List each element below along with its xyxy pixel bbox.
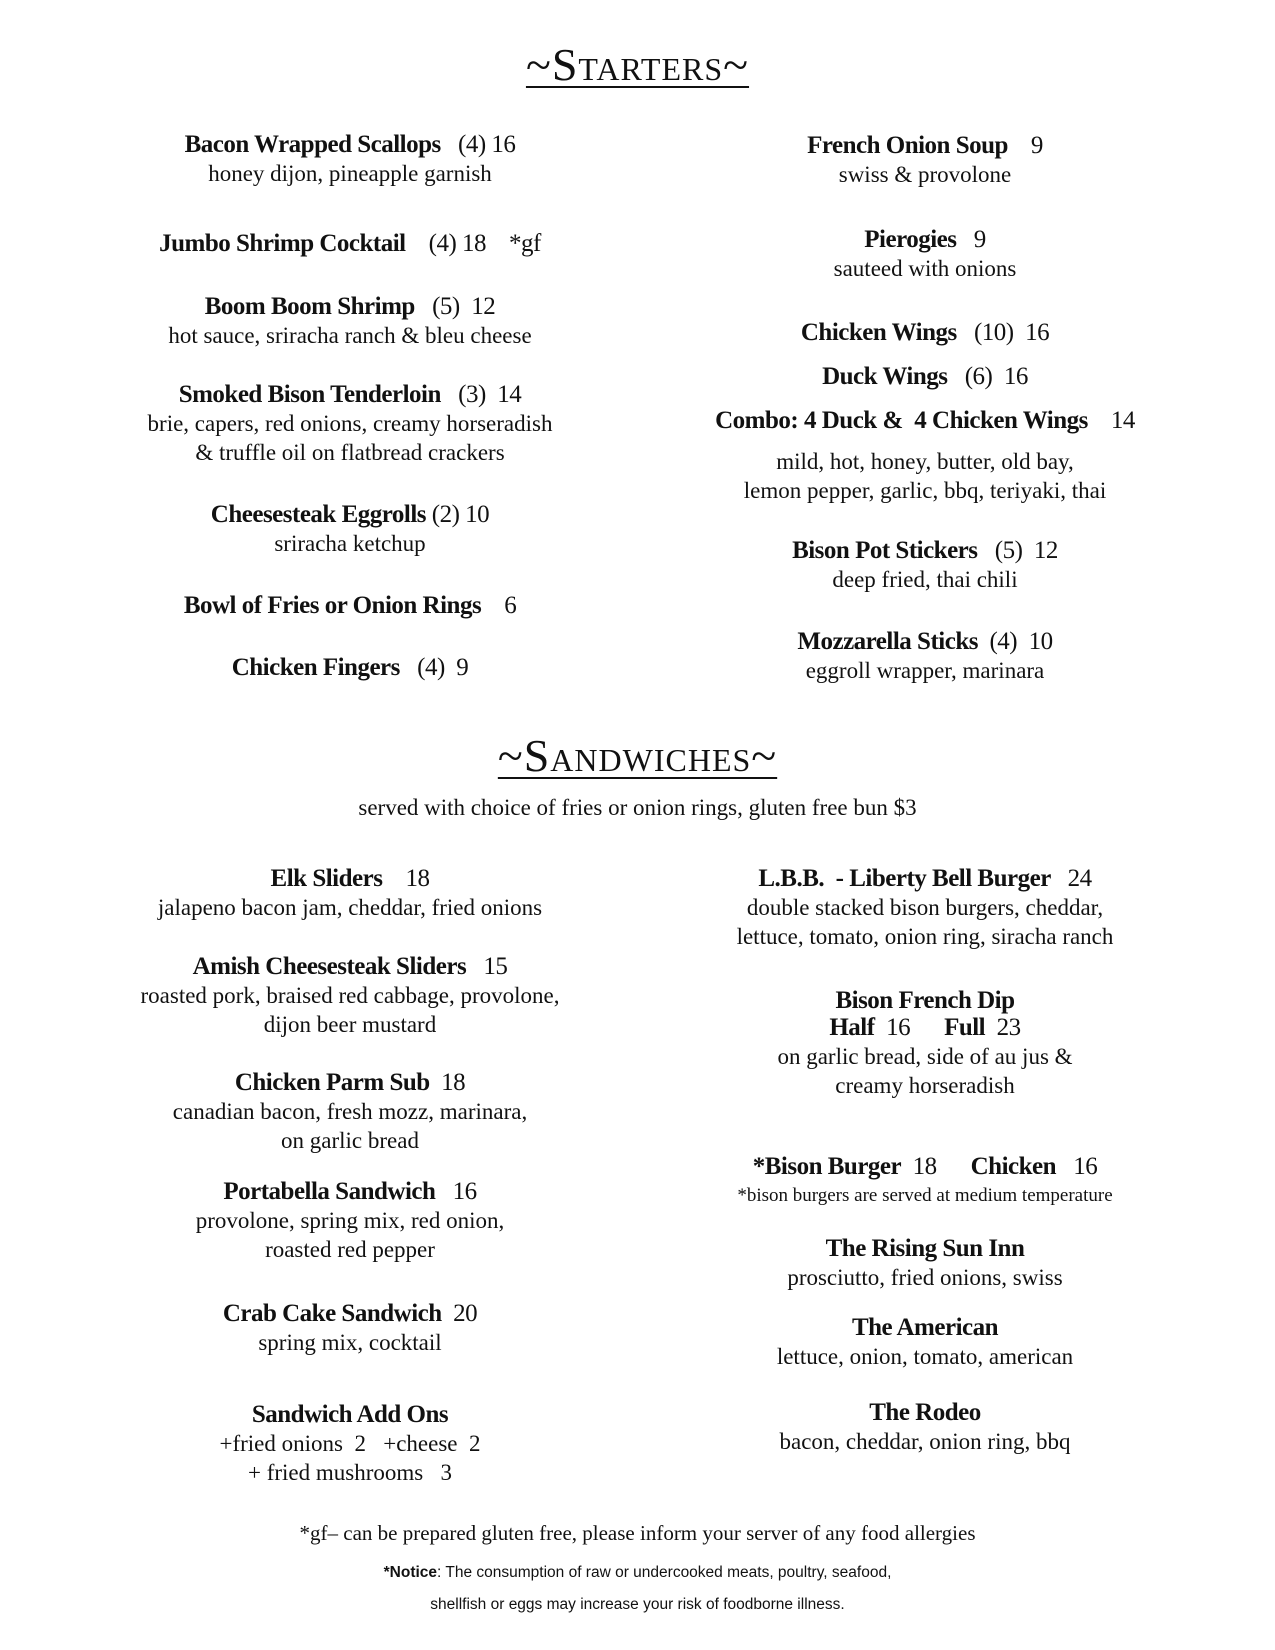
item-description: jalapeno bacon jam, cheddar, fried onions: [157, 895, 543, 920]
item-name: Boom Boom Shrimp: [204, 293, 415, 320]
menu-item: [100, 500, 600, 558]
item-name: Crab Cake Sandwich: [222, 1300, 442, 1327]
item-name: Bacon Wrapped Scallops: [184, 131, 441, 158]
notice-text: : The consumption of raw or undercooked meats, poultry, seafood,: [437, 1564, 892, 1581]
item-name: Amish Cheesesteak Sliders: [192, 953, 467, 980]
item-price: 24: [1067, 865, 1092, 892]
item-price: (2) 10: [431, 501, 490, 528]
item-price: 18: [405, 865, 430, 892]
menu-item: [100, 380, 600, 467]
item-price: (10) 16: [973, 319, 1050, 346]
item-description: roasted pork, braised red cabbage, provolone,: [140, 983, 560, 1008]
menu-item: [665, 536, 1185, 594]
menu-item: [665, 131, 1185, 189]
notice-line-1: [0, 1564, 1275, 1582]
menu-item: [665, 986, 1185, 1100]
item-name: The Rising Sun Inn: [825, 1235, 1025, 1262]
item-name: Combo: 4 Duck & 4 Chicken Wings: [715, 407, 1088, 434]
item-price: 6: [504, 592, 517, 619]
half-label: Half: [829, 1014, 875, 1041]
item-price: 20: [453, 1300, 478, 1327]
item-note: *bison burgers are served at medium temperature: [737, 1185, 1113, 1206]
item-description: sriracha ketchup: [274, 531, 426, 556]
notice-label: *Notice: [383, 1564, 438, 1581]
item-name: Sandwich Add Ons: [251, 1401, 449, 1428]
item-description: +fried onions 2 +cheese 2: [219, 1431, 481, 1456]
item-name: Cheesesteak Eggrolls: [210, 501, 427, 528]
menu-item: [665, 1398, 1185, 1456]
item-name: Chicken Parm Sub: [234, 1069, 430, 1096]
item-description: roasted red pepper: [265, 1237, 435, 1262]
menu-item: [665, 864, 1185, 951]
item-description: dijon beer mustard: [263, 1012, 437, 1037]
item-name: Mozzarella Sticks: [797, 628, 978, 655]
menu-item: [100, 1177, 600, 1264]
menu-item: [665, 225, 1185, 283]
menu-item: [100, 591, 600, 620]
item-description: hot sauce, sriracha ranch & bleu cheese: [168, 323, 532, 348]
menu-item: [100, 653, 600, 682]
notice-line-2: shellfish or eggs may increase your risk of foodborne illness.: [430, 1596, 845, 1613]
item-name: *Bison Burger: [752, 1153, 902, 1180]
menu-item: [665, 362, 1185, 391]
item-description: & truffle oil on flatbread crackers: [195, 440, 505, 465]
menu-item: [665, 627, 1185, 685]
item-description: on garlic bread: [281, 1128, 419, 1153]
menu-item: [655, 406, 1195, 505]
item-description: creamy horseradish: [835, 1073, 1015, 1098]
item-name: French Onion Soup: [807, 132, 1008, 159]
menu-item: [665, 1152, 1185, 1210]
item-price: 14: [1110, 407, 1135, 434]
item-description: swiss & provolone: [838, 162, 1012, 187]
item-price: 16: [1073, 1153, 1098, 1180]
item-description: lettuce, onion, tomato, american: [776, 1344, 1074, 1369]
item-name: L.B.B. - Liberty Bell Burger: [758, 865, 1051, 892]
item-name: Pierogies: [864, 226, 957, 253]
item-price: (3) 14: [458, 381, 522, 408]
item-name: Bison Pot Stickers: [792, 537, 978, 564]
item-price: 9: [973, 226, 986, 253]
full-label: Full: [944, 1014, 986, 1041]
item-description: bacon, cheddar, onion ring, bbq: [779, 1429, 1071, 1454]
item-description: double stacked bison burgers, cheddar,: [746, 895, 1104, 920]
item-price: (5) 12: [432, 293, 496, 320]
item-price: 15: [483, 953, 508, 980]
item-description: mild, hot, honey, butter, old bay,: [776, 449, 1074, 474]
item-description: canadian bacon, fresh mozz, marinara,: [172, 1099, 528, 1124]
item-price: 16: [452, 1178, 477, 1205]
menu-item: [665, 1234, 1185, 1292]
item-description: provolone, spring mix, red onion,: [195, 1208, 505, 1233]
gluten-free-note: *gf– can be prepared gluten free, please inform your server of any food allergies: [299, 1521, 976, 1545]
item-description: brie, capers, red onions, creamy horseradish: [147, 411, 553, 436]
item-price: (5) 12: [994, 537, 1058, 564]
item-description: on garlic bread, side of au jus &: [777, 1044, 1073, 1069]
item-price: (4) 16: [458, 131, 516, 158]
menu-item: [100, 952, 600, 1039]
item-description: eggroll wrapper, marinara: [805, 658, 1045, 683]
sandwiches-subtitle: served with choice of fries or onion rings, gluten free bun $3: [358, 795, 917, 820]
item-name: Smoked Bison Tenderloin: [178, 381, 441, 408]
item-description: prosciutto, fried onions, swiss: [787, 1265, 1063, 1290]
menu-item: [100, 864, 600, 922]
item-name: Duck Wings: [822, 363, 948, 390]
item-name: Jumbo Shrimp Cocktail: [159, 230, 406, 257]
menu-item: [665, 318, 1185, 347]
item-name: The Rodeo: [869, 1399, 981, 1426]
item-description: lemon pepper, garlic, bbq, teriyaki, thai: [743, 478, 1107, 503]
item-description: sauteed with onions: [833, 256, 1017, 281]
sandwiches-heading: ~Sandwiches~: [497, 730, 778, 781]
item-description: spring mix, cocktail: [258, 1330, 442, 1355]
menu-item: [100, 1299, 600, 1357]
menu-item: [100, 229, 600, 258]
item-price: 18: [441, 1069, 466, 1096]
item-description: lettuce, tomato, onion ring, siracha ranch: [736, 924, 1114, 949]
item-description: + fried mushrooms 3: [248, 1460, 452, 1485]
item-name: Portabella Sandwich: [223, 1178, 436, 1205]
menu-item: [665, 1313, 1185, 1371]
item-name: Chicken Wings: [800, 319, 957, 346]
item-price: 18: [912, 1153, 937, 1180]
item-name: Bowl of Fries or Onion Rings: [183, 592, 482, 619]
menu-item: [100, 130, 600, 188]
item-price: (4) 18 *gf: [428, 230, 541, 257]
item-description: honey dijon, pineapple garnish: [208, 161, 492, 186]
item-description: deep fried, thai chili: [832, 567, 1018, 592]
item-price: 9: [1030, 132, 1043, 159]
menu-item: [100, 1068, 600, 1155]
item-price: (4) 10: [989, 628, 1053, 655]
half-price: 16: [886, 1014, 911, 1041]
item-name: Bison French Dip: [835, 987, 1015, 1014]
item-price: (6) 16: [964, 363, 1028, 390]
menu-item: [100, 1400, 600, 1487]
starters-heading: ~Starters~: [525, 39, 750, 90]
item-name: Elk Sliders: [270, 865, 383, 892]
item-name: Chicken Fingers: [231, 654, 400, 681]
menu-item: [100, 292, 600, 350]
item-price: (4) 9: [417, 654, 469, 681]
full-price: 23: [996, 1014, 1021, 1041]
item-name: The American: [851, 1314, 999, 1341]
item-name: Chicken: [970, 1153, 1057, 1180]
